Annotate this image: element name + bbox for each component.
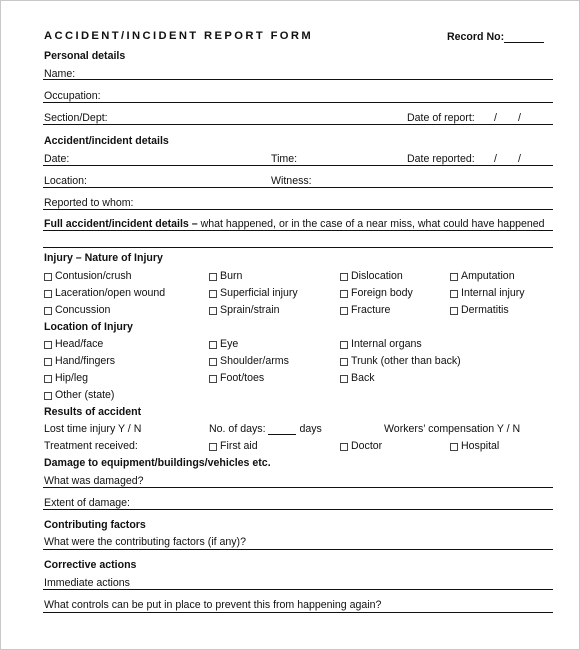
doctor-checkbox[interactable] <box>340 443 348 451</box>
injury-option-label: Burn <box>220 270 243 282</box>
location-checkbox[interactable] <box>209 375 217 383</box>
location-checkbox[interactable] <box>340 358 348 366</box>
injury-checkbox[interactable] <box>340 307 348 315</box>
injury-option-label: Internal injury <box>461 287 525 299</box>
injury-option-label: Fracture <box>351 304 391 316</box>
injury-checkbox[interactable] <box>44 273 52 281</box>
location-label: Location: <box>44 175 87 187</box>
location-option-label: Head/face <box>55 338 104 350</box>
days-label: No. of days: <box>209 423 266 435</box>
reported-to-label: Reported to whom: <box>44 197 134 209</box>
injury-option-label: Dislocation <box>351 270 403 282</box>
date-reported-slash: / <box>518 153 521 165</box>
prevent-controls-field-line[interactable] <box>43 612 553 613</box>
lost-time-label: Lost time injury Y / N <box>44 423 142 435</box>
reported-to-field-line[interactable] <box>43 209 553 210</box>
extent-damage-field-line[interactable] <box>43 509 553 510</box>
full-details-rest: what happened, or in the case of a near miss, what could have happened <box>197 218 545 230</box>
immediate-actions-label: Immediate actions <box>44 577 130 589</box>
location-checkbox[interactable] <box>209 358 217 366</box>
injury-option-label: Contusion/crush <box>55 270 132 282</box>
location-option-label: Eye <box>220 338 239 350</box>
date-of-report-slash: / <box>518 112 521 124</box>
full-details-bold: Full accident/incident details – <box>44 218 198 230</box>
injury-checkbox[interactable] <box>340 290 348 298</box>
injury-option-label: Superficial injury <box>220 287 298 299</box>
location-option-label: Internal organs <box>351 338 422 350</box>
record-number-field[interactable] <box>447 31 544 44</box>
injury-checkbox[interactable] <box>450 307 458 315</box>
section-dept-label: Section/Dept: <box>44 112 108 124</box>
section-dept-field-line[interactable] <box>43 124 553 125</box>
location-option-label: Foot/toes <box>220 372 265 384</box>
injury-checkbox[interactable] <box>450 273 458 281</box>
location-option-label: Other (state) <box>55 389 115 401</box>
contributing-factors-heading: Contributing factors <box>44 519 146 531</box>
injury-option-label: Amputation <box>461 270 515 282</box>
hospital-checkbox[interactable] <box>450 443 458 451</box>
location-option-label: Trunk (other than back) <box>351 355 461 367</box>
location-checkbox[interactable] <box>340 341 348 349</box>
immediate-actions-field-line[interactable] <box>43 589 553 590</box>
date-of-report-slash: / <box>494 112 497 124</box>
personal-details-heading: Personal details <box>44 50 126 62</box>
occupation-label: Occupation: <box>44 90 101 102</box>
injury-checkbox[interactable] <box>209 290 217 298</box>
injury-option-label: Dermatitis <box>461 304 509 316</box>
injury-option-label: Concussion <box>55 304 111 316</box>
location-checkbox[interactable] <box>44 375 52 383</box>
first-aid-label: First aid <box>220 440 258 452</box>
contributing-factors-question: What were the contributing factors (if any)? <box>44 536 246 548</box>
name-field-line[interactable] <box>43 79 553 80</box>
results-heading: Results of accident <box>44 406 142 418</box>
corrective-actions-heading: Corrective actions <box>44 559 137 571</box>
name-label: Name: <box>44 68 76 80</box>
days-field[interactable] <box>209 423 322 436</box>
location-option-label: Hip/leg <box>55 372 88 384</box>
location-option-label: Back <box>351 372 375 384</box>
location-option-label: Hand/fingers <box>55 355 116 367</box>
first-aid-checkbox[interactable] <box>209 443 217 451</box>
hospital-label: Hospital <box>461 440 500 452</box>
location-witness-field-line[interactable] <box>43 187 553 188</box>
record-number-blank[interactable] <box>504 31 544 43</box>
injury-checkbox[interactable] <box>209 273 217 281</box>
location-checkbox[interactable] <box>44 341 52 349</box>
location-option-label: Shoulder/arms <box>220 355 289 367</box>
location-checkbox[interactable] <box>44 392 52 400</box>
location-of-injury-heading: Location of Injury <box>44 321 133 333</box>
injury-option-label: Sprain/strain <box>220 304 280 316</box>
injury-checkbox[interactable] <box>450 290 458 298</box>
injury-option-label: Foreign body <box>351 287 413 299</box>
injury-nature-heading: Injury – Nature of Injury <box>44 252 163 264</box>
date-reported-slash: / <box>494 153 497 165</box>
time-label: Time: <box>271 153 298 165</box>
days-blank[interactable] <box>268 423 296 435</box>
treatment-label: Treatment received: <box>44 440 138 452</box>
damage-heading: Damage to equipment/buildings/vehicles etc. <box>44 457 271 469</box>
witness-label: Witness: <box>271 175 312 187</box>
record-number-label: Record No: <box>447 31 505 43</box>
injury-option-label: Laceration/open wound <box>55 287 166 299</box>
date-label: Date: <box>44 153 70 165</box>
extent-damage-label: Extent of damage: <box>44 497 130 509</box>
doctor-label: Doctor <box>351 440 383 452</box>
injury-checkbox[interactable] <box>44 290 52 298</box>
injury-checkbox[interactable] <box>209 307 217 315</box>
date-time-field-line[interactable] <box>43 165 553 166</box>
workers-comp-label: Workers’ compensation Y / N <box>384 423 521 435</box>
date-reported-label: Date reported: <box>407 153 475 165</box>
injury-checkbox[interactable] <box>44 307 52 315</box>
what-damaged-field-line[interactable] <box>43 487 553 488</box>
full-details-field-line-2[interactable] <box>43 247 553 248</box>
occupation-field-line[interactable] <box>43 102 553 103</box>
injury-checkbox[interactable] <box>340 273 348 281</box>
contributing-factors-field-line[interactable] <box>43 549 553 550</box>
what-damaged-label: What was damaged? <box>44 475 144 487</box>
accident-details-heading: Accident/incident details <box>44 135 169 147</box>
date-of-report-label: Date of report: <box>407 112 475 124</box>
location-checkbox[interactable] <box>44 358 52 366</box>
prevent-controls-label: What controls can be put in place to prevent this from happening again? <box>44 599 382 611</box>
days-unit: days <box>299 423 322 435</box>
form-title: ACCIDENT/INCIDENT REPORT FORM <box>44 30 314 42</box>
full-details-field-line[interactable] <box>43 230 553 231</box>
location-checkbox[interactable] <box>209 341 217 349</box>
location-checkbox[interactable] <box>340 375 348 383</box>
